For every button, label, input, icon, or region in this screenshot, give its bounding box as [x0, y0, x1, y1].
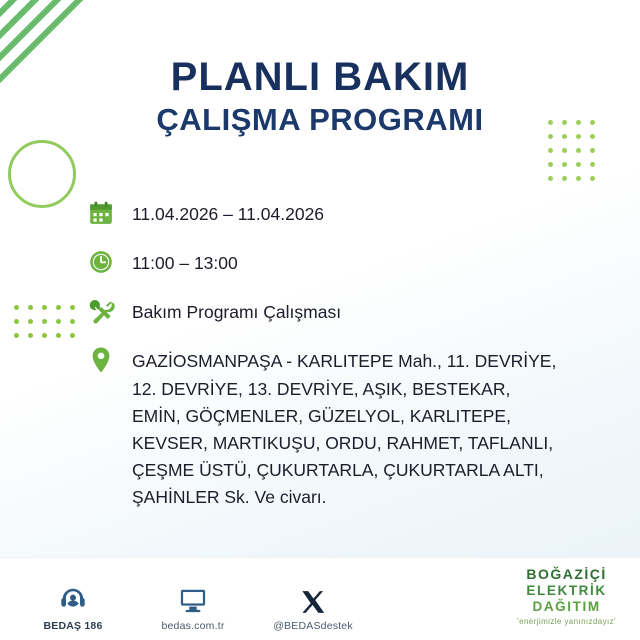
contact-social[interactable]: [270, 581, 356, 632]
detail-row-date: [84, 198, 584, 228]
page-title: [0, 56, 640, 138]
brand-logo: [517, 566, 616, 626]
detail-row-address: [84, 345, 584, 511]
details-list: [84, 198, 584, 530]
detail-row-time: [84, 247, 584, 277]
date-range-text: 11.04.2026 – 11.04.2026: [132, 204, 325, 224]
title-line-2: ÇALIŞMA PROGRAMI: [156, 102, 484, 137]
clock-icon: [84, 247, 118, 277]
footer-contacts: [30, 581, 356, 632]
contact-website[interactable]: [150, 581, 236, 632]
headset-icon: [30, 581, 116, 615]
title-line-1: PLANLI BAKIM: [170, 55, 470, 99]
decor-circle-outline: [8, 140, 76, 208]
time-range-text: 11:00 – 13:00: [132, 253, 238, 274]
address-text: GAZİOSMANPAŞA - KARLITEPE Mah., 11. DEVRİYE, 12. DEVRİYE, 13. DEVRİYE, AŞIK, BESTEKAR, EMİN, GÖÇMENLER, GÜZELYOL, KARLITEPE, KEVSER, MARTIKUŞU, ORDU, RAHMET, TAFLANLI, ÇEŞME ÜSTÜ, ÇUKURTARLA, ÇUKURTARLA ALTI, ŞAHİNLER Sk. Ve civarı.: [132, 351, 557, 507]
contact-social-label: @BEDASdestek: [273, 620, 353, 632]
brand-slogan: 'enerjimizle yanınızdayız': [517, 616, 616, 626]
brand-line-3: DAĞITIM: [532, 598, 601, 614]
work-type-text: Bakım Programı Çalışması: [132, 302, 342, 323]
decor-dot-grid-left: [14, 305, 75, 338]
brand-line-1: BOĞAZİÇİ: [526, 566, 607, 583]
monitor-icon: [150, 581, 236, 615]
location-pin-icon: [84, 345, 118, 375]
brand-line-2: ELEKTRİK: [526, 582, 607, 598]
contact-phone-label: BEDAŞ 186: [43, 620, 103, 632]
contact-website-label: bedas.com.tr: [161, 620, 225, 632]
contact-phone[interactable]: [30, 581, 116, 632]
x-social-icon: [270, 581, 356, 615]
detail-row-worktype: [84, 296, 584, 326]
calendar-icon: [84, 198, 118, 228]
tools-icon: [84, 296, 118, 326]
footer-bar: [0, 557, 640, 640]
